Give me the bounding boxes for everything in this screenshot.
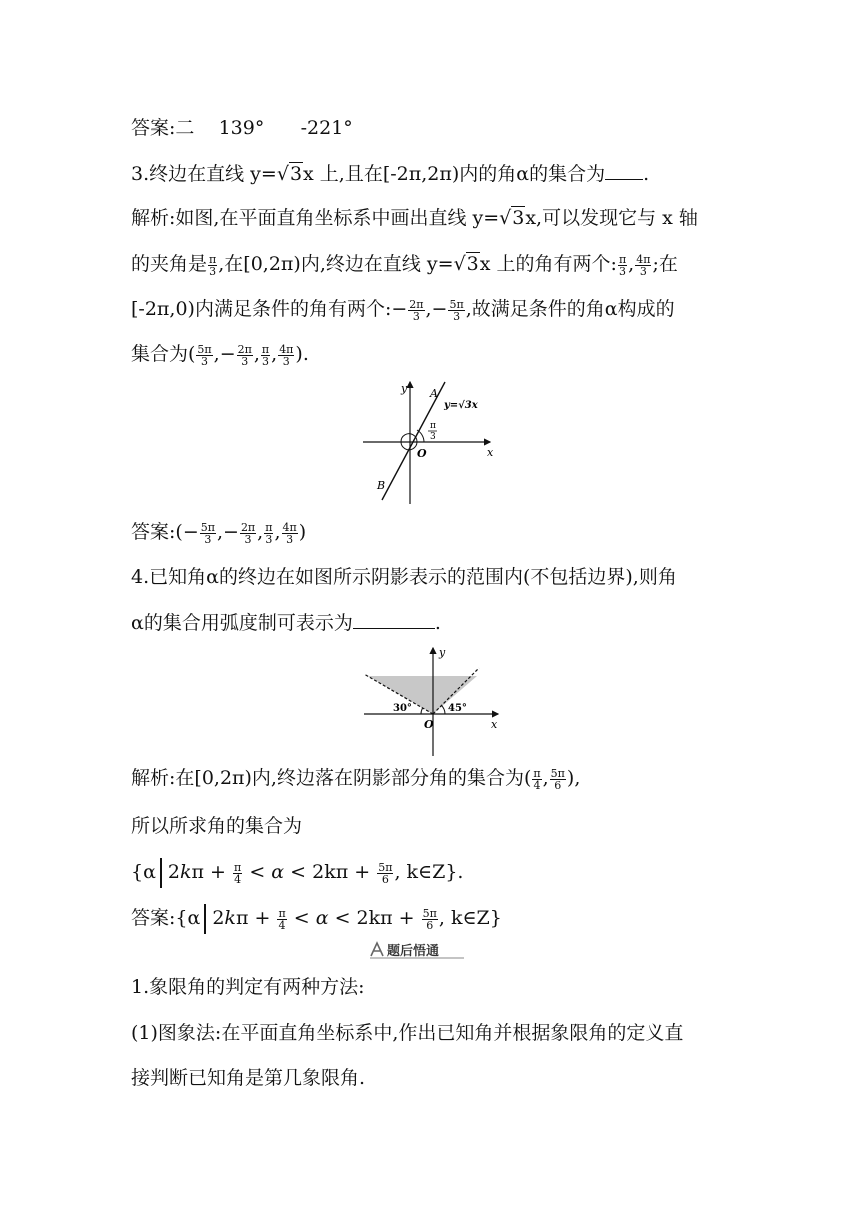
origin-label: O <box>417 447 427 460</box>
figure-line-y-sqrt3x <box>358 376 508 506</box>
solution-3-line-2: 的夹角是 $\frac{\pi}{3}$ ,在[0,2π)内,终边在直线 y=√3x 上的角有两个: $\frac{\pi}{3}$ , $\frac{4\pi}{3}$ ;在 <box>131 252 678 278</box>
figure-shaded-region <box>360 644 510 759</box>
method-line-1: 1.象限角的判定有两种方法: <box>131 976 365 998</box>
solution-4-line-1: 解析:在[0,2π)内,终边落在阴影部分角的集合为( $\frac{\pi}{4}$ , $\frac{5\pi}{6}$ ), <box>131 766 581 792</box>
fraction: $\frac{5\pi}{3}$ <box>197 342 212 368</box>
fraction: $\frac{5\pi}{6}$ <box>550 766 565 792</box>
sqrt-symbol: √3 <box>276 163 303 185</box>
method-line-3: 接判断已知角是第几象限角. <box>131 1067 366 1089</box>
set-divider-bar <box>160 858 162 888</box>
fraction: $\frac{2\pi}{3}$ <box>409 297 424 323</box>
answer-blank <box>353 628 435 629</box>
point-b-label: B <box>377 479 386 492</box>
right-angle-arc <box>442 706 446 715</box>
answer-3: 答案:(− $\frac{5\pi}{3}$ ,− $\frac{2\pi}{3}$ , $\frac{\pi}{3}$ , $\frac{4\pi}{3}$ ) <box>131 520 307 546</box>
x-label: x <box>491 718 498 731</box>
fraction: $\frac{2\pi}{3}$ <box>240 520 256 546</box>
set-divider-bar <box>204 904 206 934</box>
solution-3-line-3: [-2π,0)内满足条件的角有两个:− $\frac{2\pi}{3}$ ,− $\frac{5\pi}{3}$ ,故满足条件的角α构成的 <box>131 297 675 323</box>
question-4-line-1: 4.已知角α的终边在如图所示阴影表示的范围内(不包括边界),则角 <box>131 566 677 588</box>
x-label: x <box>487 446 494 459</box>
answer-blank <box>605 179 643 180</box>
method-line-2: (1)图象法:在平面直角坐标系中,作出已知角并根据象限角的定义直 <box>131 1022 684 1044</box>
left-angle-arc <box>421 708 423 714</box>
solution-3-line-1: 解析:如图,在平面直角坐标系中画出直线 y=√3x,可以发现它与 x 轴 <box>131 207 698 229</box>
solution-3-line-4: 集合为( $\frac{5\pi}{3}$ ,− $\frac{2\pi}{3}$ , $\frac{\pi}{3}$ , $\frac{4\pi}{3}$ ). <box>131 342 309 368</box>
answer-line-2: 答案:二 139° -221° <box>131 117 353 139</box>
right-angle-label: 45° <box>448 703 467 714</box>
fraction: $\frac{5\pi}{3}$ <box>449 297 464 323</box>
angle-label-den: 3 <box>430 432 436 442</box>
fraction: $\frac{\pi}{4}$ <box>234 860 242 886</box>
question-4-line-2: α的集合用弧度制可表示为 . <box>131 612 441 634</box>
fraction: $\frac{5\pi}{6}$ <box>378 860 393 886</box>
answer-4: 答案:{α 2kπ + $\frac{\pi}{4}$ < α < 2kπ + $\frac{5\pi}{6}$ , k∈Z} <box>131 904 502 934</box>
y-label: y <box>439 646 446 659</box>
angle-label-num: π <box>430 421 436 431</box>
origin-label: O <box>424 718 434 731</box>
fraction: $\frac{5\pi}{6}$ <box>422 906 437 932</box>
fraction: $\frac{4\pi}{3}$ <box>282 520 297 546</box>
fraction: $\frac{\pi}{3}$ <box>261 342 270 368</box>
fraction: $\frac{\pi}{4}$ <box>533 766 541 792</box>
line-equation-label: y=√3x <box>444 400 478 411</box>
sqrt-symbol: √3 <box>453 253 479 275</box>
fraction: $\frac{5\pi}{3}$ <box>200 520 215 546</box>
fraction: $\frac{\pi}{3}$ <box>265 520 273 546</box>
svg-text:题后悟通: 题后悟通 <box>387 944 440 959</box>
logo-graphic <box>367 939 467 961</box>
point-a-label: A <box>430 387 438 400</box>
y-label: y <box>401 382 408 395</box>
fraction: $\frac{\pi}{4}$ <box>278 906 286 932</box>
fraction: $\frac{2\pi}{3}$ <box>237 342 252 368</box>
solution-4-line-2: 所以所求角的集合为 <box>131 815 303 837</box>
fraction: $\frac{\pi}{3}$ <box>618 252 627 278</box>
fraction: $\frac{4\pi}{3}$ <box>636 252 651 278</box>
section-logo <box>367 939 467 961</box>
fraction: $\frac{\pi}{3}$ <box>209 252 217 278</box>
sqrt-symbol: √3 <box>499 207 525 229</box>
left-angle-label: 30° <box>393 703 412 714</box>
fraction: $\frac{4\pi}{3}$ <box>279 342 294 368</box>
solution-4-set: {α 2kπ + $\frac{\pi}{4}$ < α < 2kπ + $\frac{5\pi}{6}$ , k∈Z}. <box>131 858 463 888</box>
question-3: 3.终边在直线 y=√3x 上,且在[-2π,2π)内的角α的集合为 . <box>131 163 650 185</box>
